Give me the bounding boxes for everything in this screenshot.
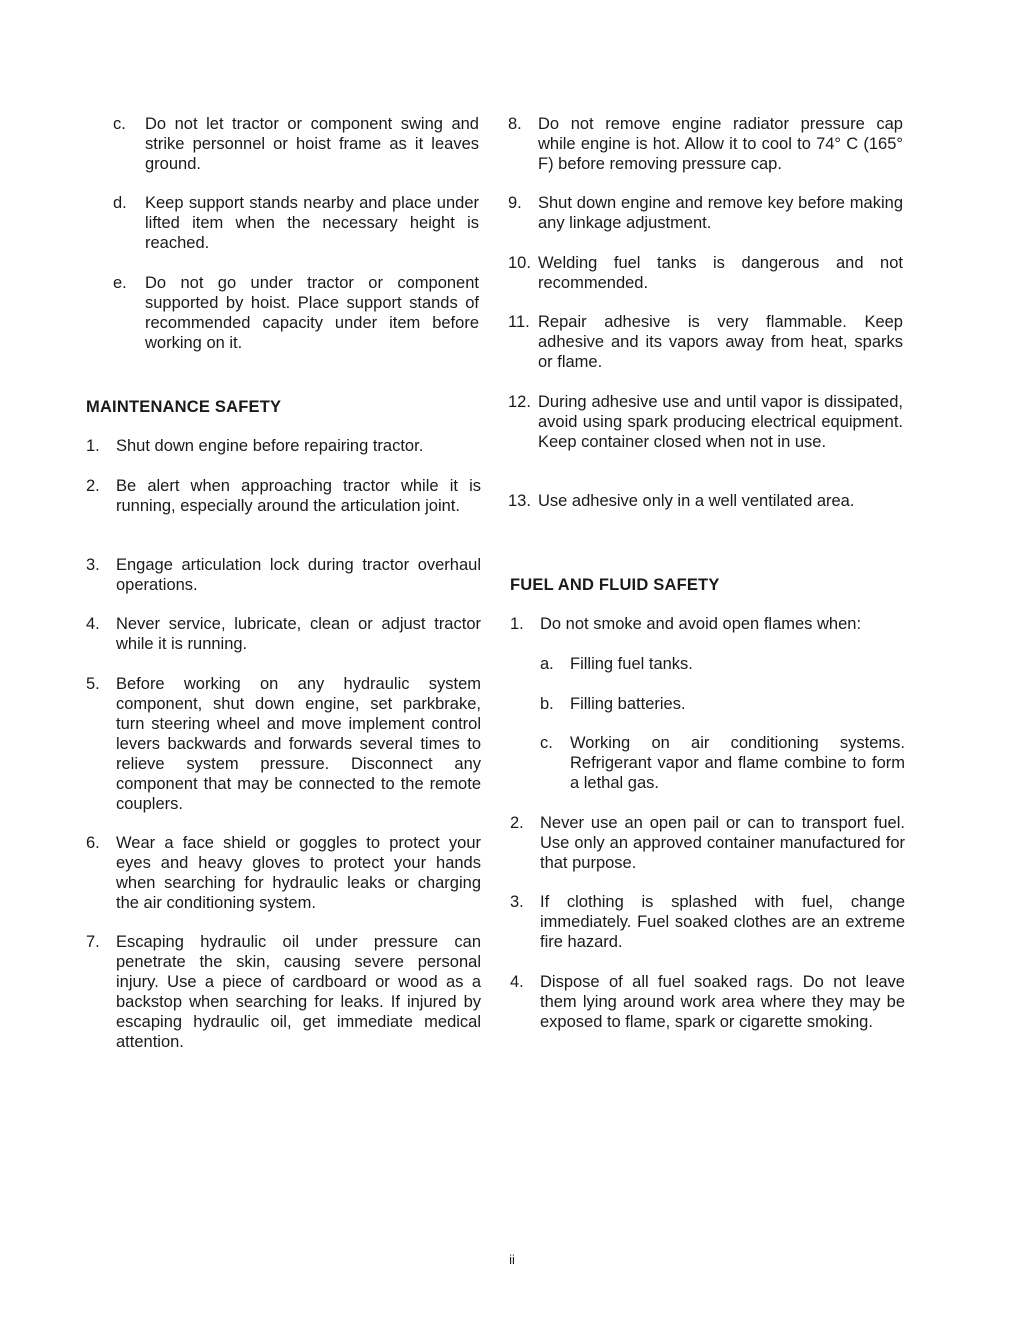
maintenance-item-6 (86, 833, 481, 913)
item-number: 1. (510, 615, 524, 633)
list-item-c-left (113, 114, 479, 174)
fuel-item-2 (510, 813, 905, 873)
item-number: 4. (86, 615, 100, 633)
item-number: 3. (510, 893, 524, 911)
maintenance-item-5 (86, 674, 481, 814)
item-label: c. (540, 734, 553, 752)
item-text: Welding fuel tanks is dangerous and not recommended. (538, 254, 903, 292)
maintenance-item-13 (508, 491, 903, 511)
item-number: 7. (86, 933, 100, 951)
list-item-d-left (113, 193, 479, 253)
fuel-fluid-safety-heading: FUEL AND FLUID SAFETY (510, 576, 720, 594)
maintenance-item-9 (508, 193, 903, 233)
maintenance-item-1 (86, 436, 481, 456)
fuel-subitem-c (540, 733, 905, 793)
item-text: Wear a face shield or goggles to protect your eyes and heavy gloves to protect your hands when searching for hydraulic leaks or charging the air conditioning system. (116, 834, 481, 912)
maintenance-safety-heading: MAINTENANCE SAFETY (86, 398, 282, 416)
item-text: Shut down engine and remove key before making any linkage adjustment. (538, 194, 903, 232)
item-number: 6. (86, 834, 100, 852)
item-number: 12. (508, 393, 531, 411)
item-text: Be alert when approaching tractor while it is running, especially around the articulation joint. (116, 477, 481, 515)
item-number: 5. (86, 675, 100, 693)
fuel-subitem-b (540, 694, 905, 714)
item-number: 2. (86, 477, 100, 495)
item-label: c. (113, 115, 126, 133)
item-text: Escaping hydraulic oil under pressure can penetrate the skin, causing severe personal injury. Use a piece of cardboard or wood as a backstop when searching for leaks. If injured by escaping hydraulic oil, get immediate medical attention. (116, 933, 481, 1051)
maintenance-item-11 (508, 312, 903, 372)
item-text: Do not remove engine radiator pressure cap while engine is hot. Allow it to cool to 74° C (165° F) before removing pressure cap. (538, 115, 903, 173)
fuel-item-4 (510, 972, 905, 1032)
item-text: Do not smoke and avoid open flames when: (540, 615, 862, 633)
item-text: Repair adhesive is very flammable. Keep adhesive and its vapors away from heat, sparks or flame. (538, 313, 903, 371)
item-text: Do not let tractor or component swing and strike personnel or hoist frame as it leaves ground. (145, 115, 479, 173)
item-number: 8. (508, 115, 522, 133)
item-text: Filling batteries. (570, 695, 686, 713)
page-number: ii (509, 1252, 515, 1267)
item-text: Never service, lubricate, clean or adjust tractor while it is running. (116, 615, 481, 653)
item-text: Never use an open pail or can to transport fuel. Use only an approved container manufactured for that purpose. (540, 814, 905, 872)
maintenance-item-12 (508, 392, 903, 452)
maintenance-item-3 (86, 555, 481, 595)
fuel-subitem-a (540, 654, 905, 674)
item-text: Filling fuel tanks. (570, 655, 693, 673)
maintenance-item-7 (86, 932, 481, 1052)
fuel-item-1 (510, 614, 905, 634)
item-number: 4. (510, 973, 524, 991)
item-text: If clothing is splashed with fuel, change immediately. Fuel soaked clothes are an extreme fire hazard. (540, 893, 905, 951)
maintenance-item-4 (86, 614, 481, 654)
item-label: d. (113, 194, 127, 212)
item-text: Before working on any hydraulic system component, shut down engine, set parkbrake, turn steering wheel and move implement control levers backwards and forwards several times to relieve system pressure. Disconnect any component that may be connected to the remote couplers. (116, 675, 481, 813)
item-number: 9. (508, 194, 522, 212)
item-text: Keep support stands nearby and place under lifted item when the necessary height is reached. (145, 194, 479, 252)
item-number: 2. (510, 814, 524, 832)
item-text: Do not go under tractor or component supported by hoist. Place support stands of recommended capacity under item before working on it. (145, 274, 479, 352)
item-label: e. (113, 274, 127, 292)
list-item-e-left (113, 273, 479, 353)
item-label: a. (540, 655, 554, 673)
item-text: Use adhesive only in a well ventilated area. (538, 492, 855, 510)
item-text: Dispose of all fuel soaked rags. Do not leave them lying around work area where they may be exposed to flame, spark or cigarette smoking. (540, 973, 905, 1031)
item-text: Shut down engine before repairing tractor. (116, 437, 424, 455)
item-text: Working on air conditioning systems. Refrigerant vapor and flame combine to form a lethal gas. (570, 734, 905, 792)
fuel-item-3 (510, 892, 905, 952)
item-label: b. (540, 695, 554, 713)
maintenance-item-8 (508, 114, 903, 174)
item-number: 1. (86, 437, 100, 455)
item-text: Engage articulation lock during tractor overhaul operations. (116, 556, 481, 594)
item-number: 11. (508, 313, 530, 331)
item-number: 13. (508, 492, 531, 510)
maintenance-item-10 (508, 253, 903, 293)
item-text: During adhesive use and until vapor is dissipated, avoid using spark producing electrical equipment. Keep container closed when not in use. (538, 393, 903, 451)
item-number: 3. (86, 556, 100, 574)
item-number: 10. (508, 254, 531, 272)
maintenance-item-2 (86, 476, 481, 516)
